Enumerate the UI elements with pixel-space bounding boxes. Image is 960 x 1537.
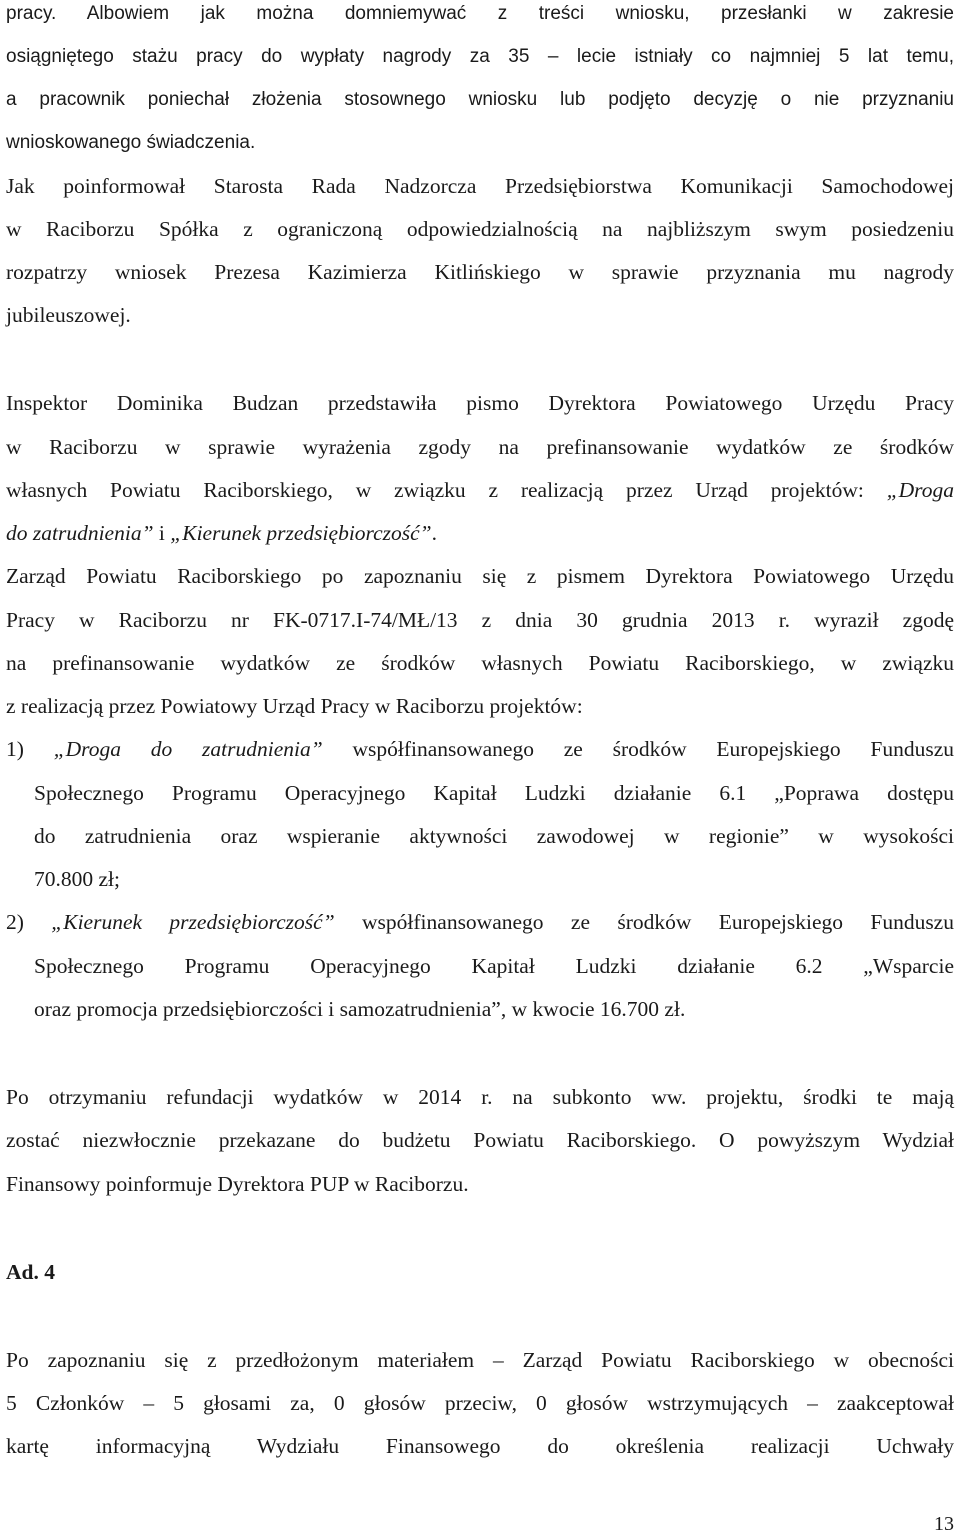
paragraph-line: Inspektor Dominika Budzan przedstawiła pismo Dyrektora Powiatowego Urzędu Pracy xyxy=(6,391,954,415)
paragraph-line: osiągniętego stażu pracy do wypłaty nagrody za 35 – lecie istniały co najmniej 5 lat temu, xyxy=(6,46,954,67)
paragraph-line: kartę informacyjną Wydziału Finansowego do określenia realizacji Uchwały xyxy=(6,1434,954,1458)
paragraph-line: 5 Członków – 5 głosami za, 0 głosów przeciw, 0 głosów wstrzymujących – zaakceptował xyxy=(6,1391,954,1415)
text-run: . xyxy=(431,521,438,545)
paragraph-line: wnioskowanego świadczenia. xyxy=(6,132,256,153)
paragraph-line: Po zapoznaniu się z przedłożonym materiałem – Zarząd Powiatu Raciborskiego w obecności xyxy=(6,1348,954,1372)
paragraph-line: Finansowy poinformuje Dyrektora PUP w Raciborzu. xyxy=(6,1172,469,1196)
paragraph-line: Zarząd Powiatu Raciborskiego po zapoznaniu się z pismem Dyrektora Powiatowego Urzędu xyxy=(6,564,954,588)
paragraph-line: a pracownik poniechał złożenia stosownego wniosku lub podjęto decyzję o nie przyznaniu xyxy=(6,89,954,110)
project-name-italic: „Droga do zatrudnienia” xyxy=(53,737,323,761)
paragraph-line: w Raciborzu Spółka z ograniczoną odpowiedzialnością na najbliższym swym posiedzeniu xyxy=(6,217,954,241)
project-name-italic: „Droga xyxy=(886,478,954,502)
paragraph-line: jubileuszowej. xyxy=(6,303,131,327)
paragraph-line: pracy. Albowiem jak można domniemywać z treści wniosku, przesłanki w zakresie xyxy=(6,3,954,24)
paragraph-line: zostać niezwłocznie przekazane do budżetu Powiatu Raciborskiego. O powyższym Wydział xyxy=(6,1128,954,1152)
list-marker: 2) xyxy=(6,910,52,934)
paragraph-line: z realizacją przez Powiatowy Urząd Pracy w Raciborzu projektów: xyxy=(6,694,583,718)
text-run: i xyxy=(153,521,171,545)
paragraph-line: rozpatrzy wniosek Prezesa Kazimierza Kitlińskiego w sprawie przyznania mu nagrody xyxy=(6,260,954,284)
paragraph-line: Pracy w Raciborzu nr FK-0717.I-74/MŁ/13 z dnia 30 grudnia 2013 r. wyraził zgodę xyxy=(6,608,954,632)
list-item-line: oraz promocja przedsiębiorczości i samozatrudnienia”, w kwocie 16.700 zł. xyxy=(34,997,686,1021)
text-run: współfinansowanego ze środków Europejskiego Funduszu xyxy=(334,910,954,934)
page-number: 13 xyxy=(934,1513,954,1535)
paragraph-line xyxy=(6,519,954,547)
list-item-line: do zatrudnienia oraz wspieranie aktywności zawodowej w regionie” w wysokości xyxy=(34,824,954,848)
paragraph-line: Jak poinformował Starosta Rada Nadzorcza Przedsiębiorstwa Komunikacji Samochodowej xyxy=(6,174,954,198)
list-item-line: Społecznego Programu Operacyjnego Kapitał Ludzki działanie 6.1 „Poprawa dostępu xyxy=(34,781,954,805)
project-name-italic: „Kierunek przedsiębiorczość” xyxy=(170,521,432,545)
paragraph-line: w Raciborzu w sprawie wyrażenia zgody na prefinansowanie wydatków ze środków xyxy=(6,435,954,459)
list-item-2 xyxy=(6,908,954,936)
project-name-italic: do zatrudnienia” xyxy=(6,521,154,545)
section-heading: Ad. 4 xyxy=(6,1260,55,1284)
text-run: własnych Powiatu Raciborskiego, w związku z realizacją przez Urząd projektów: xyxy=(6,478,887,502)
list-item-line: 70.800 zł; xyxy=(34,867,120,891)
list-marker: 1) xyxy=(6,737,54,761)
text-run: współfinansowanego ze środków Europejskiego Funduszu xyxy=(322,737,954,761)
paragraph-line: Po otrzymaniu refundacji wydatków w 2014 r. na subkonto ww. projektu, środki te mają xyxy=(6,1085,954,1109)
list-item-1 xyxy=(6,735,954,763)
paragraph-line: na prefinansowanie wydatków ze środków własnych Powiatu Raciborskiego, w związku xyxy=(6,651,954,675)
project-name-italic: „Kierunek przedsiębiorczość” xyxy=(51,910,335,934)
paragraph-line xyxy=(6,476,954,504)
list-item-line: Społecznego Programu Operacyjnego Kapitał Ludzki działanie 6.2 „Wsparcie xyxy=(34,954,954,978)
